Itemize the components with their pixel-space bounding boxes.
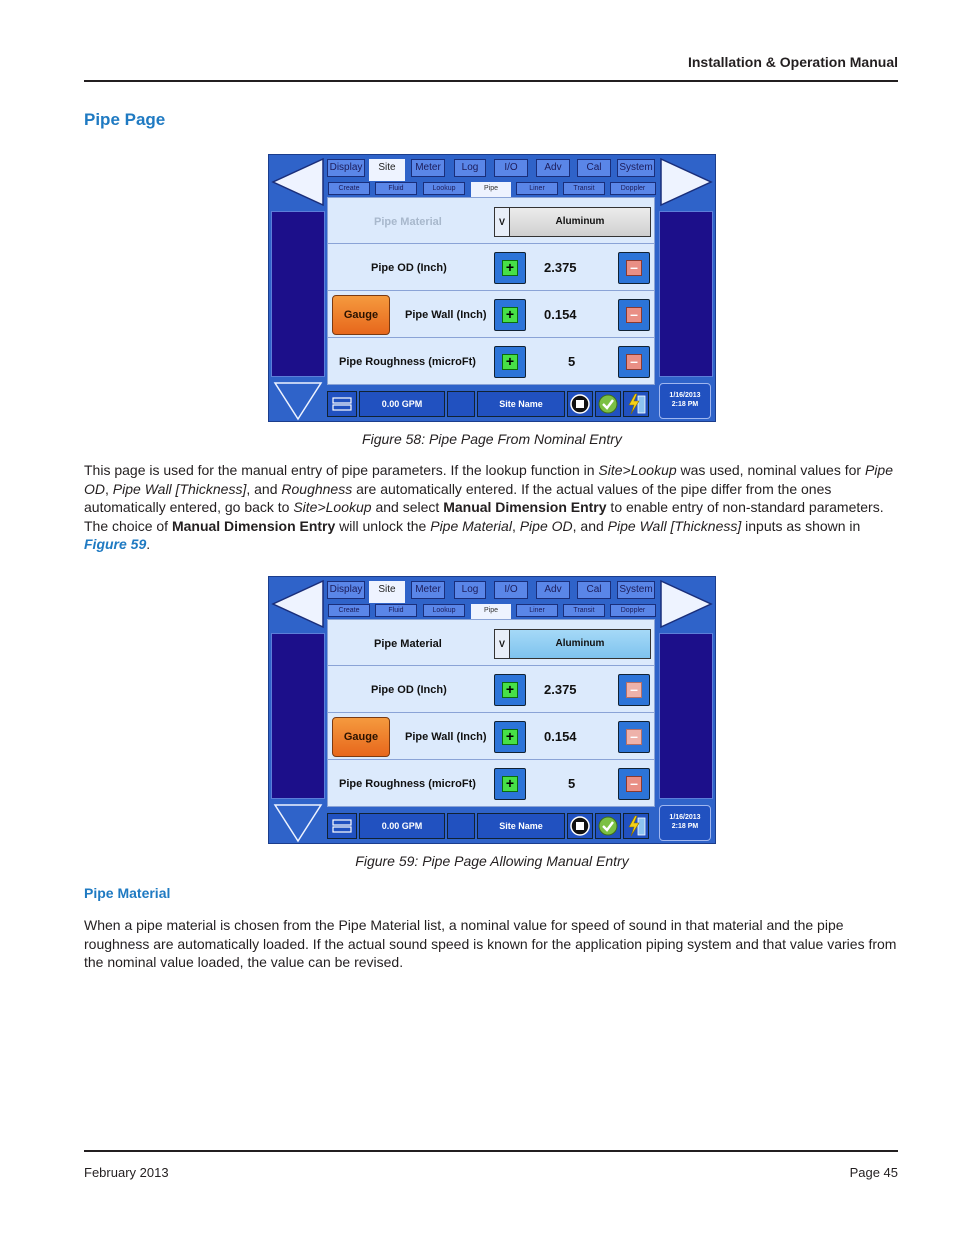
status-bar <box>327 811 657 843</box>
pipe-material-label: Pipe Material <box>374 216 442 228</box>
footer-page-number: Page 45 <box>849 1165 898 1180</box>
pipe-od-label: Pipe OD (Inch) <box>371 684 447 696</box>
section-title: Pipe Page <box>84 110 166 129</box>
gauge-button[interactable]: Gauge <box>332 295 390 335</box>
pipe-od-row <box>328 667 654 713</box>
tab-adv[interactable]: Adv <box>536 159 570 177</box>
subtab-doppler[interactable]: Doppler <box>610 604 656 617</box>
pipe-roughness-row <box>328 339 654 385</box>
pipe-roughness-decrease-button[interactable] <box>618 346 650 378</box>
power-status-icon <box>623 391 649 417</box>
pipe-wall-decrease-button[interactable] <box>618 299 650 331</box>
flow-rate-display: 0.00 GPM <box>359 813 445 839</box>
pipe-wall-label: Pipe Wall (Inch) <box>405 309 487 321</box>
pipe-material-dropdown-toggle[interactable]: V <box>494 207 510 237</box>
tab-io[interactable]: I/O <box>494 159 528 177</box>
flow-rate-display: 0.00 GPM <box>359 391 445 417</box>
pipe-od-value: 2.375 <box>544 260 577 275</box>
minus-icon: – <box>626 260 642 276</box>
pipe-od-row <box>328 245 654 291</box>
plus-icon: + <box>502 260 518 276</box>
pipe-od-decrease-button[interactable] <box>618 674 650 706</box>
stop-icon[interactable] <box>567 813 593 839</box>
date-text: 1/16/2013 <box>669 814 701 821</box>
figure-58-caption: Figure 58: Pipe Page From Nominal Entry <box>362 431 622 447</box>
pipe-roughness-decrease-button[interactable] <box>618 768 650 800</box>
pipe-material-label: Pipe Material <box>374 638 442 650</box>
checkmark-icon[interactable] <box>595 391 621 417</box>
status-blank-slot <box>447 813 475 839</box>
figure-59-screen <box>268 576 716 844</box>
pipe-settings-panel <box>327 619 655 807</box>
pipe-od-decrease-button[interactable] <box>618 252 650 284</box>
plus-icon: + <box>502 776 518 792</box>
scroll-down-arrow-icon[interactable] <box>271 381 325 421</box>
subtab-pipe[interactable]: Pipe <box>471 182 511 198</box>
status-blank-slot <box>447 391 475 417</box>
right-side-panel <box>659 633 713 799</box>
pipe-wall-decrease-button[interactable] <box>618 721 650 753</box>
sub-tab-bar <box>327 182 657 196</box>
back-arrow-icon[interactable] <box>271 579 325 629</box>
main-tab-bar <box>327 581 657 601</box>
pipe-roughness-increase-button[interactable] <box>494 346 526 378</box>
plus-icon: + <box>502 354 518 370</box>
subtab-transit[interactable]: Transit <box>563 182 605 195</box>
tab-site[interactable]: Site <box>369 159 405 181</box>
subtab-create[interactable]: Create <box>328 604 370 617</box>
pipe-od-increase-button[interactable] <box>494 674 526 706</box>
plus-icon: + <box>502 729 518 745</box>
subsection-title: Pipe Material <box>84 885 171 901</box>
pipe-roughness-value: 5 <box>568 776 576 791</box>
pipe-wall-row <box>328 714 654 760</box>
pipe-material-row <box>328 620 654 666</box>
keyboard-icon[interactable] <box>327 813 357 839</box>
pipe-roughness-row <box>328 761 654 807</box>
pipe-settings-panel <box>327 197 655 385</box>
minus-icon: – <box>626 776 642 792</box>
plus-icon: + <box>502 307 518 323</box>
stop-icon[interactable] <box>567 391 593 417</box>
left-side-panel <box>271 211 325 377</box>
tab-log[interactable]: Log <box>454 581 486 599</box>
subtab-fluid[interactable]: Fluid <box>375 182 417 195</box>
subtab-liner[interactable]: Liner <box>516 604 558 617</box>
subtab-lookup[interactable]: Lookup <box>423 604 465 617</box>
time-text: 2:18 PM <box>671 401 699 408</box>
subtab-lookup[interactable]: Lookup <box>423 182 465 195</box>
tab-cal[interactable]: Cal <box>577 581 611 599</box>
main-tab-bar <box>327 159 657 179</box>
footer-date: February 2013 <box>84 1165 169 1180</box>
figure-59-link[interactable]: Figure 59 <box>84 536 147 552</box>
tab-system[interactable]: System <box>617 159 655 177</box>
gauge-button[interactable]: Gauge <box>332 717 390 757</box>
subtab-fluid[interactable]: Fluid <box>375 604 417 617</box>
date-time-display <box>659 805 711 841</box>
forward-arrow-icon[interactable] <box>659 579 713 629</box>
pipe-roughness-label: Pipe Roughness (microFt) <box>339 778 476 790</box>
running-header: Installation & Operation Manual <box>687 54 898 70</box>
pipe-material-dropdown[interactable]: Aluminum <box>509 629 651 659</box>
date-time-display <box>659 383 711 419</box>
subtab-create[interactable]: Create <box>328 182 370 195</box>
tab-display[interactable]: Display <box>327 159 365 177</box>
tab-io[interactable]: I/O <box>494 581 528 599</box>
pipe-wall-increase-button[interactable] <box>494 721 526 753</box>
tab-meter[interactable]: Meter <box>411 159 445 177</box>
tab-log[interactable]: Log <box>454 159 486 177</box>
left-side-panel <box>271 633 325 799</box>
back-arrow-icon[interactable] <box>271 157 325 207</box>
pipe-od-label: Pipe OD (Inch) <box>371 262 447 274</box>
tab-cal[interactable]: Cal <box>577 159 611 177</box>
figure-58-screen <box>268 154 716 422</box>
status-bar <box>327 389 657 421</box>
subtab-pipe[interactable]: Pipe <box>471 604 511 620</box>
tab-meter[interactable]: Meter <box>411 581 445 599</box>
forward-arrow-icon[interactable] <box>659 157 713 207</box>
time-text: 2:18 PM <box>671 823 699 830</box>
pipe-od-increase-button[interactable] <box>494 252 526 284</box>
body-paragraph-1: This page is used for the manual entry of pipe parameters. If the lookup function in Site>Lookup was used, nominal values for Pipe OD, Pipe Wall [Thickness], and Roughness are automatically entered. If the actual values of the pipe differ from the ones automatically entered, go back to Site>Lookup and select Manual Dimension Entry to enable entry of non-standard parameters. The choice of Manual Dimension Entry will unlock the Pipe Material, Pipe OD, and Pipe Wall [Thickness] inputs as shown in Figure 59. <box>84 462 893 552</box>
pipe-material-dropdown[interactable]: Aluminum <box>509 207 651 237</box>
minus-icon: – <box>626 682 642 698</box>
minus-icon: – <box>626 729 642 745</box>
pipe-roughness-increase-button[interactable] <box>494 768 526 800</box>
minus-icon: – <box>626 354 642 370</box>
power-status-icon <box>623 813 649 839</box>
keyboard-icon[interactable] <box>327 391 357 417</box>
pipe-wall-label: Pipe Wall (Inch) <box>405 731 487 743</box>
pipe-wall-row <box>328 292 654 338</box>
tab-system[interactable]: System <box>617 581 655 599</box>
tab-site[interactable]: Site <box>369 581 405 603</box>
subtab-liner[interactable]: Liner <box>516 182 558 195</box>
subtab-doppler[interactable]: Doppler <box>610 182 656 195</box>
sub-tab-bar <box>327 604 657 618</box>
site-name-display: Site Name <box>477 813 565 839</box>
pipe-roughness-value: 5 <box>568 354 576 369</box>
pipe-wall-value: 0.154 <box>544 729 577 744</box>
tab-adv[interactable]: Adv <box>536 581 570 599</box>
figure-59-caption: Figure 59: Pipe Page Allowing Manual Entry <box>355 853 629 869</box>
body-paragraph-2: When a pipe material is chosen from the Pipe Material list, a nominal value for speed of sound in that material and the pipe roughness are automatically loaded. If the actual sound speed is known for the application piping system and that value varies from the nominal value loaded, the value can be revised. <box>84 917 897 970</box>
header-rule <box>84 80 898 82</box>
pipe-roughness-label: Pipe Roughness (microFt) <box>339 356 476 368</box>
pipe-wall-value: 0.154 <box>544 307 577 322</box>
tab-display[interactable]: Display <box>327 581 365 599</box>
pipe-material-dropdown-toggle[interactable]: V <box>494 629 510 659</box>
site-name-display: Site Name <box>477 391 565 417</box>
subtab-transit[interactable]: Transit <box>563 604 605 617</box>
pipe-od-value: 2.375 <box>544 682 577 697</box>
plus-icon: + <box>502 682 518 698</box>
scroll-down-arrow-icon[interactable] <box>271 803 325 843</box>
minus-icon: – <box>626 307 642 323</box>
checkmark-icon[interactable] <box>595 813 621 839</box>
footer-rule <box>84 1150 898 1152</box>
pipe-material-row <box>328 198 654 244</box>
date-text: 1/16/2013 <box>669 392 701 399</box>
pipe-wall-increase-button[interactable] <box>494 299 526 331</box>
right-side-panel <box>659 211 713 377</box>
